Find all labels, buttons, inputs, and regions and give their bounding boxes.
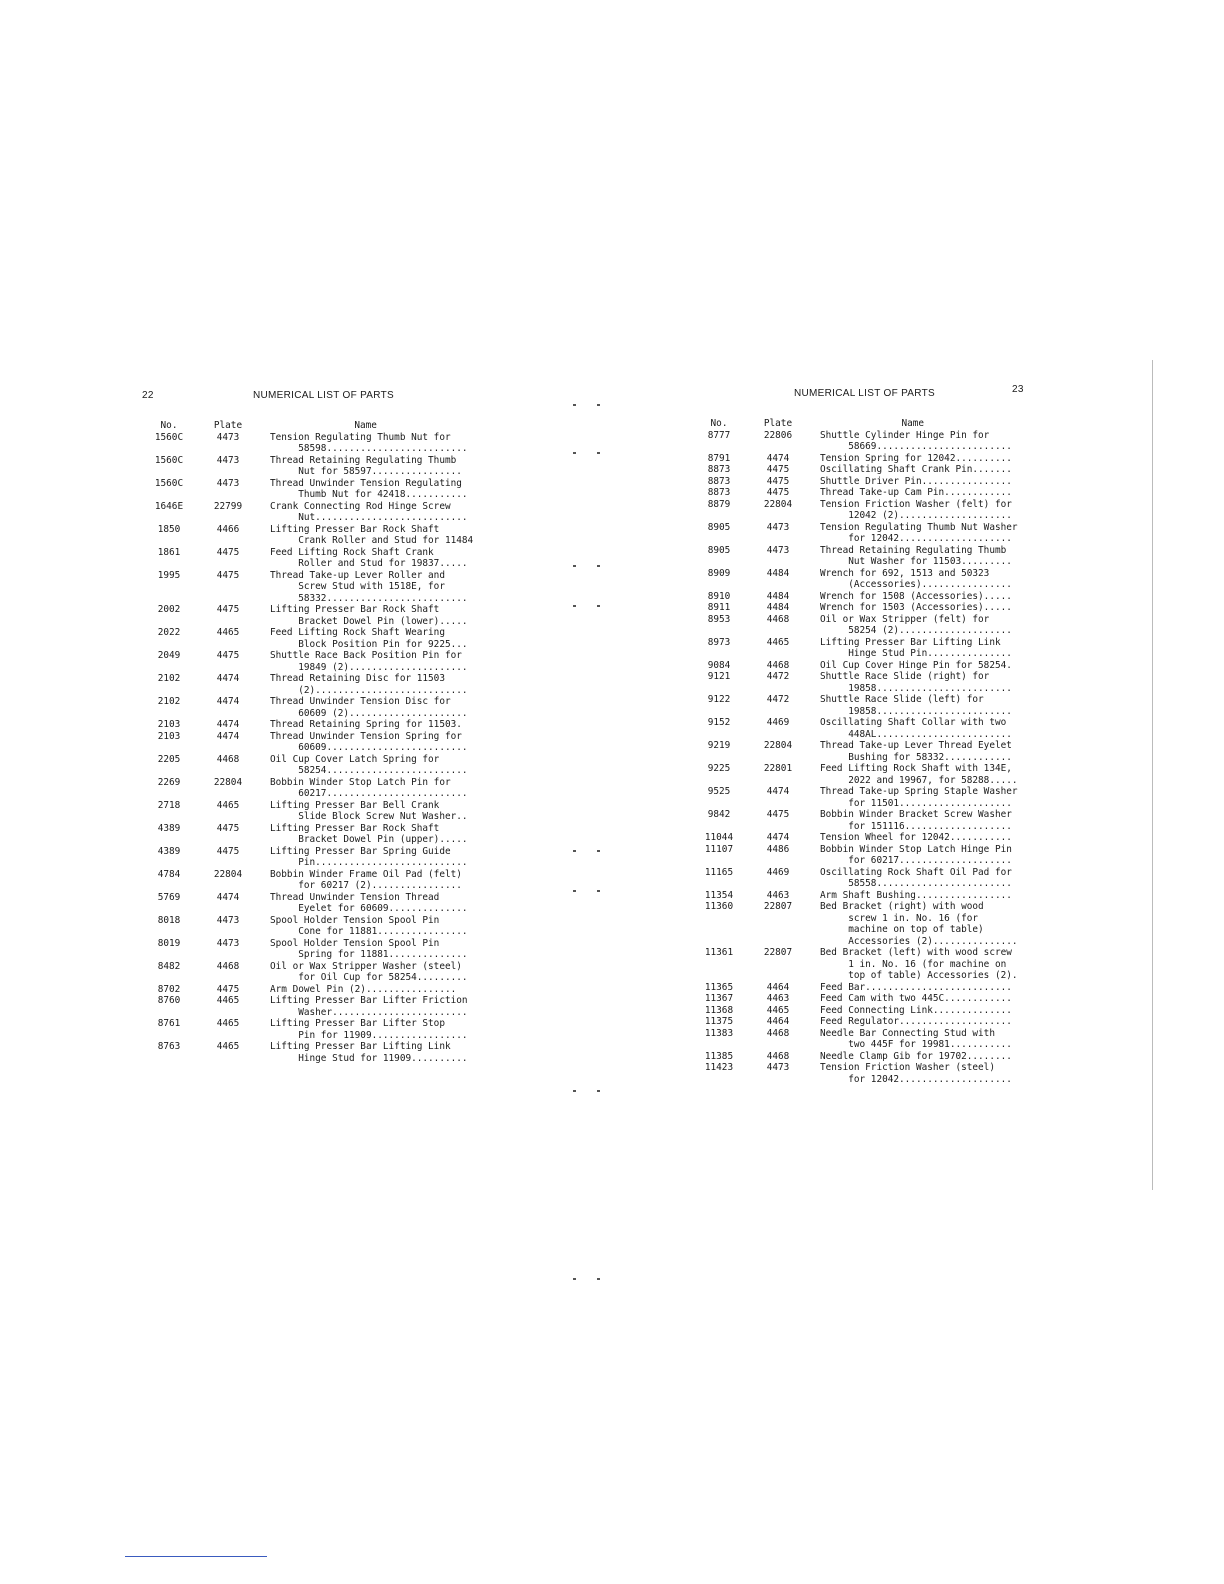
plate-number: 4474 (216, 719, 240, 730)
part-number: 11360 (704, 901, 734, 912)
page-title: NUMERICAL LIST OF PARTS (253, 390, 395, 401)
part-number: 8019 (157, 937, 181, 949)
part-number: 11383 (704, 1027, 734, 1039)
table-row (690, 763, 1018, 786)
plate-number: 4463 (766, 889, 790, 901)
plate-number: 4465 (216, 1041, 240, 1052)
table-row (690, 1062, 1018, 1085)
part-name: Shuttle Cylinder Hinge Pin for 58669........................ (820, 429, 1012, 452)
plate-number: 22801 (763, 763, 793, 774)
plate-number: 4474 (766, 786, 790, 797)
table-row (690, 1005, 1018, 1017)
part-number: 11354 (704, 889, 734, 901)
table-row (140, 478, 473, 501)
plate-number: 4465 (216, 1018, 240, 1029)
table-row (140, 696, 473, 719)
part-number: 8777 (707, 429, 731, 441)
table-row (140, 961, 473, 984)
plate-number: 4468 (766, 613, 790, 625)
left-page-header (140, 380, 520, 402)
part-number: 8910 (707, 590, 731, 602)
part-name: Feed Connecting Link.............. (820, 1004, 1012, 1016)
table-row (690, 591, 1018, 603)
table-row (690, 901, 1018, 947)
part-number: 8873 (707, 487, 731, 498)
part-name: Oil Cup Cover Hinge Pin for 58254. (820, 659, 1012, 671)
part-name: Wrench for 1508 (Accessories)..... (820, 590, 1012, 602)
part-number: 9121 (707, 671, 731, 682)
part-number: 8873 (707, 464, 731, 475)
part-number: 1861 (157, 546, 181, 558)
margin-mark (597, 605, 600, 607)
margin-mark (597, 850, 600, 852)
table-row (690, 464, 1018, 476)
table-row (140, 570, 473, 605)
plate-number: 4484 (766, 567, 790, 579)
part-name: Shuttle Race Slide (right) for 19858........................ (820, 671, 1012, 694)
table-row (140, 524, 473, 547)
part-number: 11385 (704, 1050, 734, 1062)
plate-number: 4486 (766, 843, 790, 855)
part-number: 11107 (704, 843, 734, 855)
part-name: Thread Take-up Cam Pin............ (820, 487, 1012, 498)
column-header-plate: Plate (763, 418, 793, 429)
part-name: Needle Bar Connecting Stud with two 445F for 19981........... (820, 1027, 1012, 1050)
table-row (140, 731, 473, 754)
part-number: 9225 (707, 763, 731, 774)
table-row (140, 823, 473, 846)
plate-number: 4473 (766, 1062, 790, 1073)
table-header-row (690, 418, 1018, 430)
margin-mark (573, 1090, 576, 1092)
table-header-row (140, 420, 473, 432)
part-name: Tension Friction Washer (felt) for 12042 (2).................... (820, 498, 1012, 521)
plate-number: 4475 (766, 464, 790, 475)
part-number: 2718 (157, 799, 181, 811)
column-header-plate: Plate (213, 420, 243, 431)
table-row (140, 995, 473, 1018)
margin-mark (573, 452, 576, 454)
table-body (690, 430, 1018, 1086)
part-number: 8911 (707, 602, 731, 613)
part-number: 11367 (704, 993, 734, 1004)
plate-number: 4473 (216, 454, 240, 466)
table-row (690, 430, 1018, 453)
plate-number: 4468 (766, 1050, 790, 1062)
part-name: Arm Dowel Pin (2)................ (270, 983, 457, 995)
table-row (140, 800, 473, 823)
table-row (690, 671, 1018, 694)
plate-number: 4465 (766, 636, 790, 648)
part-number: 11375 (704, 1016, 734, 1027)
part-number: 11165 (704, 866, 734, 878)
plate-number: 4473 (216, 477, 240, 489)
footnote-rule (125, 1556, 267, 1557)
part-number: 2022 (157, 627, 181, 638)
plate-number: 4475 (216, 983, 240, 995)
part-number: 11423 (704, 1062, 734, 1073)
part-number: 11361 (704, 947, 734, 958)
table-row (690, 602, 1018, 614)
plate-number: 22799 (213, 500, 243, 512)
part-name: Feed Lifting Rock Shaft Wearing Block Position Pin for 9225... (270, 627, 468, 650)
margin-mark (573, 565, 576, 567)
parts-table (140, 420, 473, 1064)
part-number: 8973 (707, 636, 731, 648)
part-name: Wrench for 1503 (Accessories)..... (820, 602, 1012, 613)
plate-number: 4474 (216, 730, 240, 742)
part-name: Thread Retaining Regulating Thumb Nut for 58597................ (270, 454, 462, 477)
page-number: 23 (1012, 384, 1024, 395)
part-number: 11044 (704, 832, 734, 843)
part-name: Bobbin Winder Stop Latch Pin for 60217......................... (270, 776, 468, 799)
part-name: Thread Unwinder Tension Spring for 60609......................... (270, 730, 468, 753)
part-name: Feed Regulator.................... (820, 1016, 1012, 1027)
column-header-no: No. (710, 418, 728, 429)
part-name: Lifting Presser Bar Lifting Link Hinge Stud for 11909.......... (270, 1041, 468, 1064)
part-name: Bobbin Winder Frame Oil Pad (felt) for 60217 (2)................ (270, 868, 462, 891)
table-row (140, 846, 473, 869)
part-name: Feed Bar.......................... (820, 981, 1012, 993)
plate-number: 4474 (216, 673, 240, 684)
part-name: Thread Retaining Spring for 11503. (270, 719, 462, 730)
part-name: Tension Wheel for 12042........... (820, 832, 1012, 843)
plate-number: 4473 (766, 521, 790, 533)
part-name: Spool Holder Tension Spool Pin Cone for 11881................ (270, 914, 468, 937)
plate-number: 22804 (763, 498, 793, 510)
part-name: Thread Take-up Lever Roller and Screw Stud with 1518E, for 58332......................... (270, 569, 468, 604)
table-row (690, 522, 1018, 545)
table-row (690, 717, 1018, 740)
table-row (140, 501, 473, 524)
plate-number: 4463 (766, 993, 790, 1004)
part-name: Shuttle Race Back Position Pin for 19849 (2)..................... (270, 650, 468, 673)
plate-number: 4474 (216, 891, 240, 903)
part-number: 9219 (707, 740, 731, 751)
part-number: 1850 (157, 523, 181, 535)
plate-number: 4473 (216, 937, 240, 949)
table-row (690, 993, 1018, 1005)
table-row (690, 614, 1018, 637)
plate-number: 4465 (216, 799, 240, 811)
part-number: 8953 (707, 613, 731, 625)
plate-number: 4475 (216, 822, 240, 834)
part-number: 2102 (157, 696, 181, 707)
plate-number: 4468 (766, 1027, 790, 1039)
part-number: 5769 (157, 891, 181, 903)
part-name: Lifting Presser Bar Lifting Link Hinge Stud Pin............... (820, 636, 1012, 659)
column-header-name: Name (901, 418, 925, 429)
plate-number: 4475 (216, 569, 240, 581)
margin-mark (573, 404, 576, 406)
plate-number: 4475 (766, 487, 790, 498)
part-name: Thread Unwinder Tension Regulating Thumb Nut for 42418........... (270, 477, 468, 500)
table-row (690, 476, 1018, 488)
table-row (690, 1028, 1018, 1051)
plate-number: 22807 (763, 901, 793, 912)
part-number: 1646E (154, 500, 184, 512)
part-name: Thread Unwinder Tension Disc for 60609 (2)..................... (270, 696, 468, 719)
plate-number: 4475 (216, 546, 240, 558)
plate-number: 4475 (766, 475, 790, 487)
part-number: 8702 (157, 983, 181, 995)
plate-number: 4474 (766, 832, 790, 843)
table-row (690, 947, 1018, 982)
margin-mark (597, 1090, 600, 1092)
part-name: Bed Bracket (left) with wood screw 1 in. No. 16 (for machine on top of table) Accessories (2). (820, 947, 1018, 981)
part-number: 1560C (154, 431, 184, 443)
margin-mark (573, 850, 576, 852)
part-number: 2049 (157, 650, 181, 661)
plate-number: 4465 (216, 627, 240, 638)
part-name: Thread Retaining Disc for 11503 (2)........................... (270, 673, 468, 696)
plate-number: 4466 (216, 523, 240, 535)
table-row (140, 432, 473, 455)
part-number: 4389 (157, 845, 181, 857)
part-number: 1560C (154, 454, 184, 466)
part-name: Thread Retaining Regulating Thumb Nut Washer for 11503......... (820, 544, 1012, 567)
plate-number: 4468 (216, 753, 240, 765)
part-name: Tension Friction Washer (steel) for 12042.................... (820, 1062, 1012, 1085)
margin-mark (597, 404, 600, 406)
table-row (690, 786, 1018, 809)
table-row (690, 660, 1018, 672)
part-number: 8905 (707, 521, 731, 533)
page-number: 22 (142, 390, 154, 401)
part-number: 2269 (157, 776, 181, 788)
part-name: Lifting Presser Bar Spring Guide Pin........................... (270, 845, 468, 868)
part-number: 8879 (707, 498, 731, 510)
scan-edge-line (1152, 360, 1153, 1190)
part-name: Wrench for 692, 1513 and 50323 (Accessories)................ (820, 567, 1012, 590)
table-row (140, 915, 473, 938)
plate-number: 4474 (766, 452, 790, 464)
part-number: 9842 (707, 809, 731, 820)
part-number: 1560C (154, 477, 184, 489)
plate-number: 4468 (766, 659, 790, 671)
part-number: 9525 (707, 786, 731, 797)
part-name: Oil Cup Cover Latch Spring for 58254......................... (270, 753, 468, 776)
part-number: 2103 (157, 730, 181, 742)
table-row (690, 1051, 1018, 1063)
part-name: Lifting Presser Bar Lifter Friction Washer........................ (270, 995, 468, 1018)
plate-number: 22806 (763, 429, 793, 441)
plate-number: 4469 (766, 717, 790, 728)
margin-mark (597, 452, 600, 454)
part-name: Thread Take-up Lever Thread Eyelet Bushing for 58332............ (820, 740, 1012, 763)
part-number: 2102 (157, 673, 181, 684)
part-name: Arm Shaft Bushing................. (820, 889, 1012, 901)
plate-number: 4475 (216, 650, 240, 661)
part-name: Crank Connecting Rod Hinge Screw Nut........................... (270, 500, 468, 523)
part-name: Thread Take-up Spring Staple Washer for 11501.................... (820, 786, 1018, 809)
part-name: Spool Holder Tension Spool Pin Spring for 11881.............. (270, 937, 468, 960)
part-name: Lifting Presser Bar Rock Shaft Bracket Dowel Pin (lower)..... (270, 604, 468, 627)
part-number: 8791 (707, 452, 731, 464)
part-name: Lifting Presser Bar Bell Crank Slide Block Screw Nut Washer.. (270, 799, 468, 822)
plate-number: 4465 (766, 1004, 790, 1016)
table-row (140, 650, 473, 673)
part-number: 9084 (707, 659, 731, 671)
plate-number: 4484 (766, 590, 790, 602)
table-row (690, 499, 1018, 522)
plate-number: 22807 (763, 947, 793, 958)
plate-number: 4465 (216, 995, 240, 1006)
table-row (690, 1016, 1018, 1028)
part-name: Thread Unwinder Tension Thread Eyelet for 60609.............. (270, 891, 468, 914)
table-row (140, 938, 473, 961)
part-number: 1995 (157, 569, 181, 581)
part-name: Oscillating Rock Shaft Oil Pad for 58558........................ (820, 866, 1012, 889)
part-number: 8763 (157, 1041, 181, 1052)
table-body (140, 432, 473, 1065)
part-name: Bobbin Winder Bracket Screw Washer for 151116................... (820, 809, 1012, 832)
plate-number: 4469 (766, 866, 790, 878)
table-row (690, 982, 1018, 994)
table-row (140, 1018, 473, 1041)
part-name: Tension Regulating Thumb Nut for 58598......................... (270, 431, 468, 454)
part-name: Lifting Presser Bar Rock Shaft Bracket Dowel Pin (upper)..... (270, 822, 468, 845)
plate-number: 22804 (213, 868, 243, 880)
part-number: 9152 (707, 717, 731, 728)
plate-number: 4475 (766, 809, 790, 820)
part-name: Oscillating Shaft Collar with two 448AL........................ (820, 717, 1012, 740)
margin-mark (597, 1278, 600, 1280)
part-name: Feed Lifting Rock Shaft Crank Roller and Stud for 19837..... (270, 546, 468, 569)
plate-number: 4468 (216, 960, 240, 972)
plate-number: 4473 (216, 431, 240, 443)
table-row (690, 545, 1018, 568)
table-row (690, 832, 1018, 844)
page-title: NUMERICAL LIST OF PARTS (794, 388, 936, 399)
part-name: Bobbin Winder Stop Latch Hinge Pin for 60217.................... (820, 843, 1012, 866)
table-row (140, 754, 473, 777)
column-header-name: Name (354, 420, 377, 431)
column-header-no: No. (160, 420, 178, 431)
margin-mark (573, 890, 576, 892)
plate-number: 4464 (766, 1016, 790, 1027)
plate-number: 4484 (766, 602, 790, 613)
part-number: 8482 (157, 960, 181, 972)
part-number: 2205 (157, 753, 181, 765)
part-name: Feed Lifting Rock Shaft with 134E, 2022 and 19967, for 58288..... (820, 763, 1018, 786)
part-name: Bed Bracket (right) with wood screw 1 in. No. 16 (for machine on top of table) Accessories (2)............... (820, 901, 1018, 947)
part-number: 8760 (157, 995, 181, 1006)
table-row (690, 740, 1018, 763)
margin-mark (573, 1278, 576, 1280)
part-name: Shuttle Driver Pin................ (820, 475, 1012, 487)
table-row (140, 892, 473, 915)
table-row (140, 547, 473, 570)
part-number: 8873 (707, 475, 731, 487)
plate-number: 4472 (766, 671, 790, 682)
plate-number: 4475 (216, 604, 240, 615)
parts-table (690, 418, 1018, 1085)
part-name: Feed Cam with two 445C............ (820, 993, 1012, 1004)
margin-mark (597, 890, 600, 892)
part-name: Lifting Presser Bar Lifter Stop Pin for 11909................. (270, 1018, 468, 1041)
part-name: Oscillating Shaft Crank Pin....... (820, 464, 1012, 475)
table-row (140, 869, 473, 892)
table-row (140, 984, 473, 996)
part-number: 8018 (157, 914, 181, 926)
right-page-header (690, 380, 1060, 402)
table-row (690, 844, 1018, 867)
margin-mark (573, 605, 576, 607)
table-row (690, 809, 1018, 832)
part-number: 11368 (704, 1004, 734, 1016)
table-row (140, 719, 473, 731)
part-number: 8761 (157, 1018, 181, 1029)
part-name: Tension Spring for 12042.......... (820, 452, 1012, 464)
table-row (690, 453, 1018, 465)
part-number: 9122 (707, 694, 731, 705)
part-number: 11365 (704, 981, 734, 993)
binding-margin-marks (565, 400, 615, 1180)
part-name: Shuttle Race Slide (left) for 19858........................ (820, 694, 1012, 717)
part-name: Lifting Presser Bar Rock Shaft Crank Roller and Stud for 11484 (270, 523, 474, 546)
plate-number: 22804 (763, 740, 793, 751)
part-number: 2002 (157, 604, 181, 615)
table-row (690, 867, 1018, 890)
left-page (140, 380, 520, 1064)
table-row (690, 487, 1018, 499)
table-row (140, 455, 473, 478)
table-row (690, 694, 1018, 717)
plate-number: 4474 (216, 696, 240, 707)
table-row (140, 777, 473, 800)
part-name: Tension Regulating Thumb Nut Washer for 12042.................... (820, 521, 1018, 544)
right-page (690, 380, 1060, 1085)
plate-number: 4472 (766, 694, 790, 705)
table-row (140, 673, 473, 696)
plate-number: 4473 (766, 544, 790, 556)
plate-number: 4473 (216, 914, 240, 926)
margin-mark (597, 565, 600, 567)
part-number: 8909 (707, 567, 731, 579)
part-number: 4784 (157, 868, 181, 880)
table-row (690, 568, 1018, 591)
part-number: 4389 (157, 822, 181, 834)
plate-number: 4464 (766, 981, 790, 993)
table-row (140, 1041, 473, 1064)
plate-number: 4475 (216, 845, 240, 857)
plate-number: 22804 (213, 776, 243, 788)
part-name: Needle Clamp Gib for 19702........ (820, 1050, 1012, 1062)
table-row (140, 627, 473, 650)
table-row (140, 604, 473, 627)
table-row (690, 637, 1018, 660)
part-name: Oil or Wax Stripper (felt) for 58254 (2).................... (820, 613, 1012, 636)
part-name: Oil or Wax Stripper Washer (steel) for Oil Cup for 58254......... (270, 960, 468, 983)
part-number: 8905 (707, 544, 731, 556)
table-row (690, 890, 1018, 902)
part-number: 2103 (157, 719, 181, 730)
